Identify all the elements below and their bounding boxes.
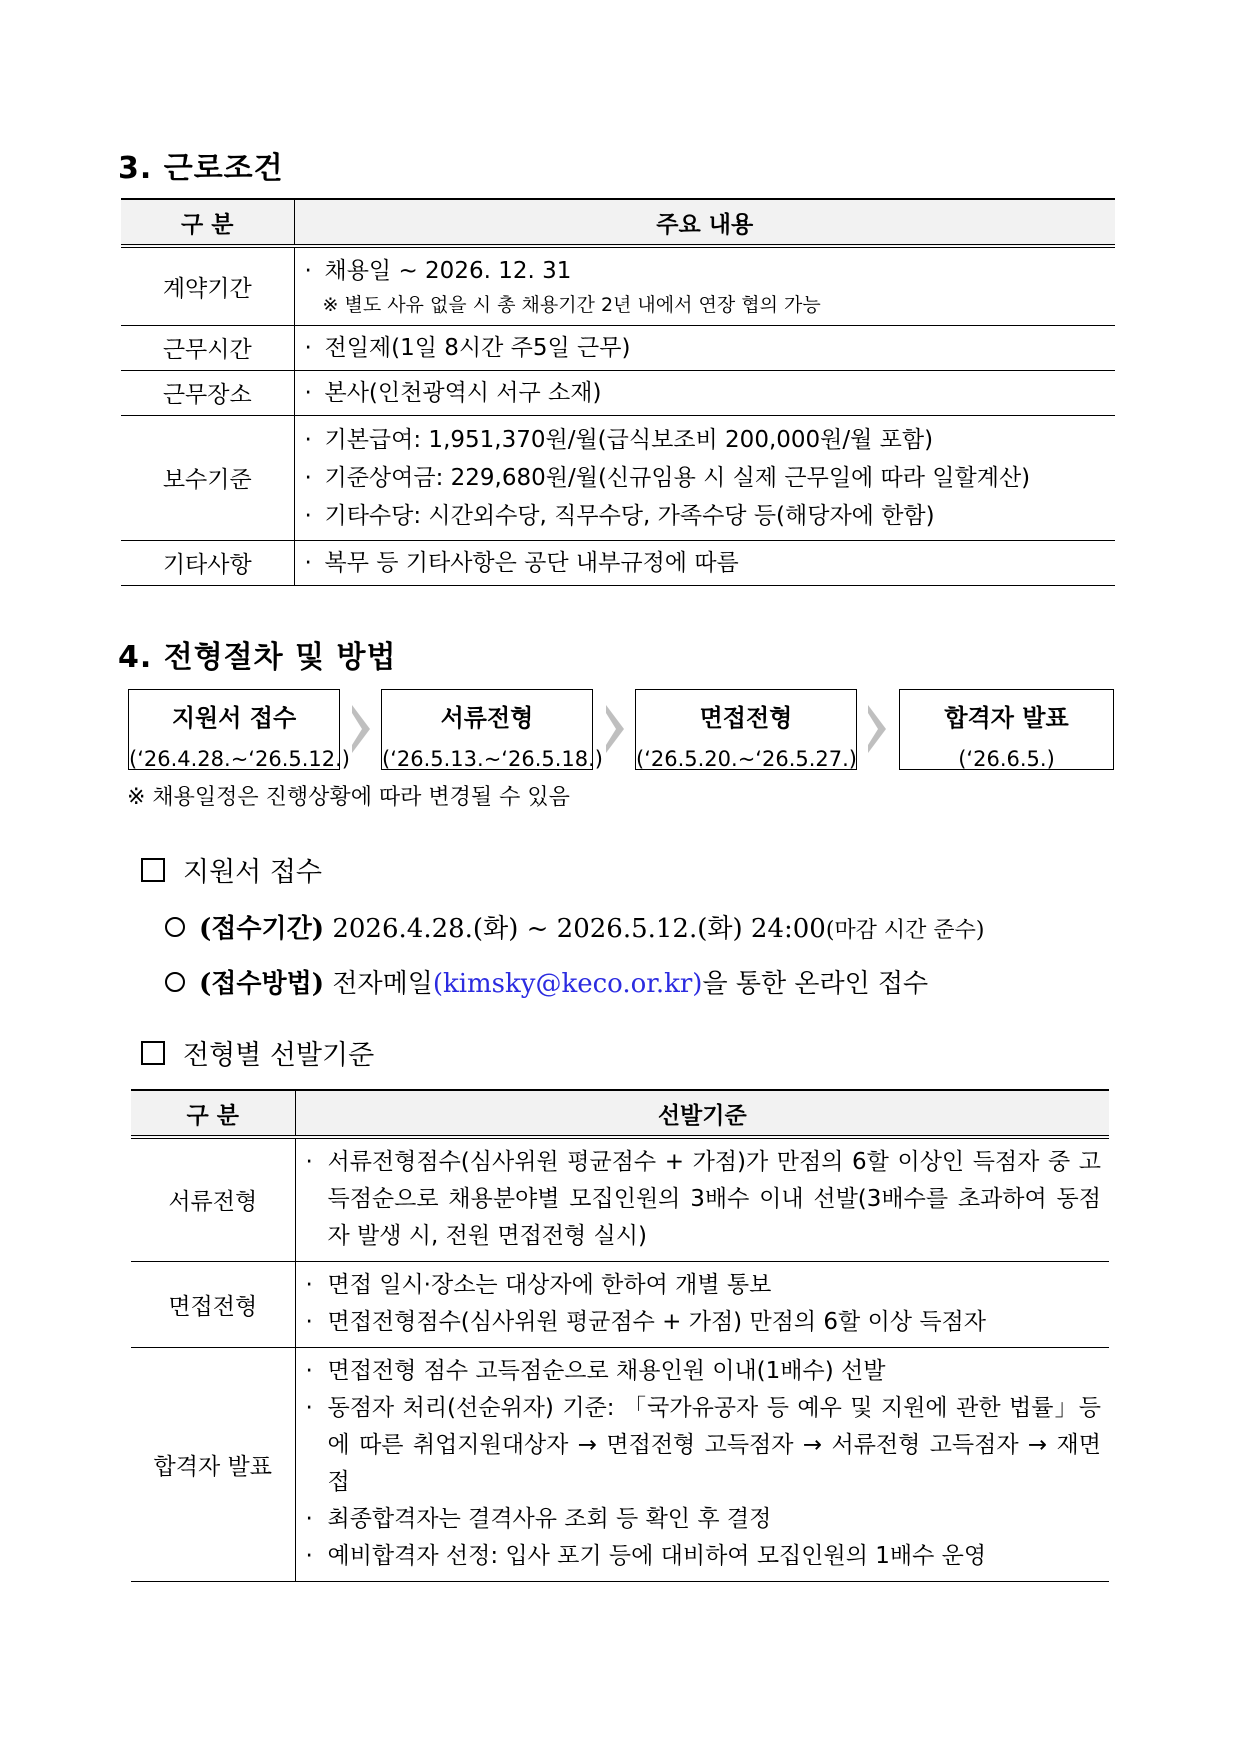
checkbox-square-icon [141,1041,165,1065]
working-conditions-table [121,198,1115,586]
step-date: (‘26.5.20.~‘26.5.27.) [636,747,857,771]
application-period [165,908,985,945]
table-row-work-place [121,370,1115,415]
bullet-line: · 채용일 ~ 2026. 12. 31 [305,252,1116,290]
bullet-mark: · [304,379,312,406]
period-value: 2026.4.28.(화) ~ 2026.5.12.(화) 24:00 [332,914,826,944]
section-3-title: 3. 근로조건 [118,151,284,186]
chevron-right-icon [866,705,888,753]
bullet-line: · 기준상여금: 229,680원/월(신규임용 시 실제 근무일에 따라 일할계산) [305,459,1116,497]
step-date: (‘26.5.13.~‘26.5.18.) [382,747,603,771]
chevron-right-icon [604,705,626,753]
row-label: 기타사항 [121,540,294,585]
bullet-line: · 기타수당: 시간외수당, 직무수당, 가족수당 등(해당자에 한함) [305,497,1116,535]
step-name: 지원서 접수 [171,704,297,732]
row-label: 서류전형 [131,1137,295,1261]
criteria-item: · 서류전형점수(심사위원 평균점수 + 가점)가 만점의 6할 이상인 득점자 중 고득점순으로 채용분야별 모집인원의 3배수 이내 선발(3배수를 초과하여 동점자 발생 시, 전원 면접전형 실시) [305,1149,1101,1250]
row-label: 근무장소 [121,370,294,415]
row-label: 근무시간 [121,325,294,370]
bullet-line: · 전일제(1일 8시간 주5일 근무) [305,329,1116,367]
application-method [165,963,928,1000]
table-row-other [121,540,1115,585]
step-application [128,689,350,771]
header-category: 구 분 [121,199,294,246]
circle-bullet-icon [165,917,185,937]
method-prefix: 전자메일 [332,969,433,999]
table-row-contract-period [121,246,1115,325]
period-suffix: (마감 시간 준수) [825,918,985,943]
bullet-mark: · [304,426,312,453]
criteria-item: · 최종합격자는 결격사유 조회 등 확인 후 결정 [305,1506,772,1532]
step-date: (‘26.6.5.) [958,747,1055,771]
schedule-note: ※ 채용일정은 진행상황에 따라 변경될 수 있음 [127,785,570,810]
step-interview [635,689,857,770]
row-label: 합격자 발표 [131,1347,295,1581]
circle-bullet-icon [165,972,185,992]
criteria-item: · 면접 일시·장소는 대상자에 한하여 개별 통보 [305,1272,772,1298]
step-name: 합격자 발표 [944,704,1069,732]
selection-criteria-table [131,1089,1109,1582]
bullet-mark: · [304,334,312,361]
table-row-pay [121,415,1115,540]
bullet-line: · 복무 등 기타사항은 공단 내부규정에 따름 [305,544,1116,582]
row-label: 보수기준 [121,415,294,540]
step-announcement [899,689,1114,770]
section-4-title: 4. 전형절차 및 방법 [118,640,397,675]
email-link[interactable]: (kimsky@keco.or.kr) [432,969,703,999]
period-label: (접수기간) [199,914,325,944]
bullet-mark: · [304,502,312,529]
criteria-item: · 동점자 처리(선순위자) 기준: 「국가유공자 등 예우 및 지원에 관한 법률」등에 따른 취업지원대상자 → 면접전형 고득점자 → 서류전형 고득점자 → 재면접 [305,1395,1101,1495]
application-heading: 지원서 접수 [141,850,322,889]
step-date: (‘26.4.28.~‘26.5.12.) [129,747,350,771]
bullet-line: · 본사(인천광역시 서구 소재) [305,374,1116,412]
process-steps [128,689,1114,772]
criteria-item: · 면접전형 점수 고득점순으로 채용인원 이내(1배수) 선발 [305,1358,886,1384]
chevron-right-icon [350,705,372,753]
row-label: 면접전형 [131,1261,295,1347]
table-row-working-hours [121,325,1115,370]
criteria-item: · 예비합격자 선정: 입사 포기 등에 대비하여 모집인원의 1배수 운영 [305,1543,987,1569]
header-category: 구 분 [131,1090,295,1137]
header-criteria: 선발기준 [295,1090,1109,1137]
method-label: (접수방법) [199,969,325,999]
step-document-screening [381,689,603,771]
bullet-mark: · [304,549,312,576]
method-suffix: 을 통한 온라인 접수 [702,969,929,999]
step-name: 서류전형 [440,704,534,732]
table-header-row [131,1090,1109,1137]
table-header-row [121,199,1115,246]
criteria-heading: 전형별 선발기준 [141,1033,374,1072]
table-row-announcement [131,1347,1109,1581]
row-label: 계약기간 [121,246,294,325]
checkbox-square-icon [141,858,165,882]
table-row-document [131,1137,1109,1261]
bullet-mark: · [304,258,312,285]
step-name: 면접전형 [699,704,793,732]
criteria-item: · 면접전형점수(심사위원 평균점수 + 가점) 만점의 6할 이상 득점자 [305,1309,986,1335]
header-content: 주요 내용 [294,199,1115,246]
table-row-interview [131,1261,1109,1347]
bullet-mark: · [304,464,312,491]
bullet-line: · 기본급여: 1,951,370원/월(급식보조비 200,000원/월 포함) [305,421,1116,459]
contract-note: ※ 별도 사유 없을 시 총 채용기간 2년 내에서 연장 협의 가능 [322,294,821,317]
